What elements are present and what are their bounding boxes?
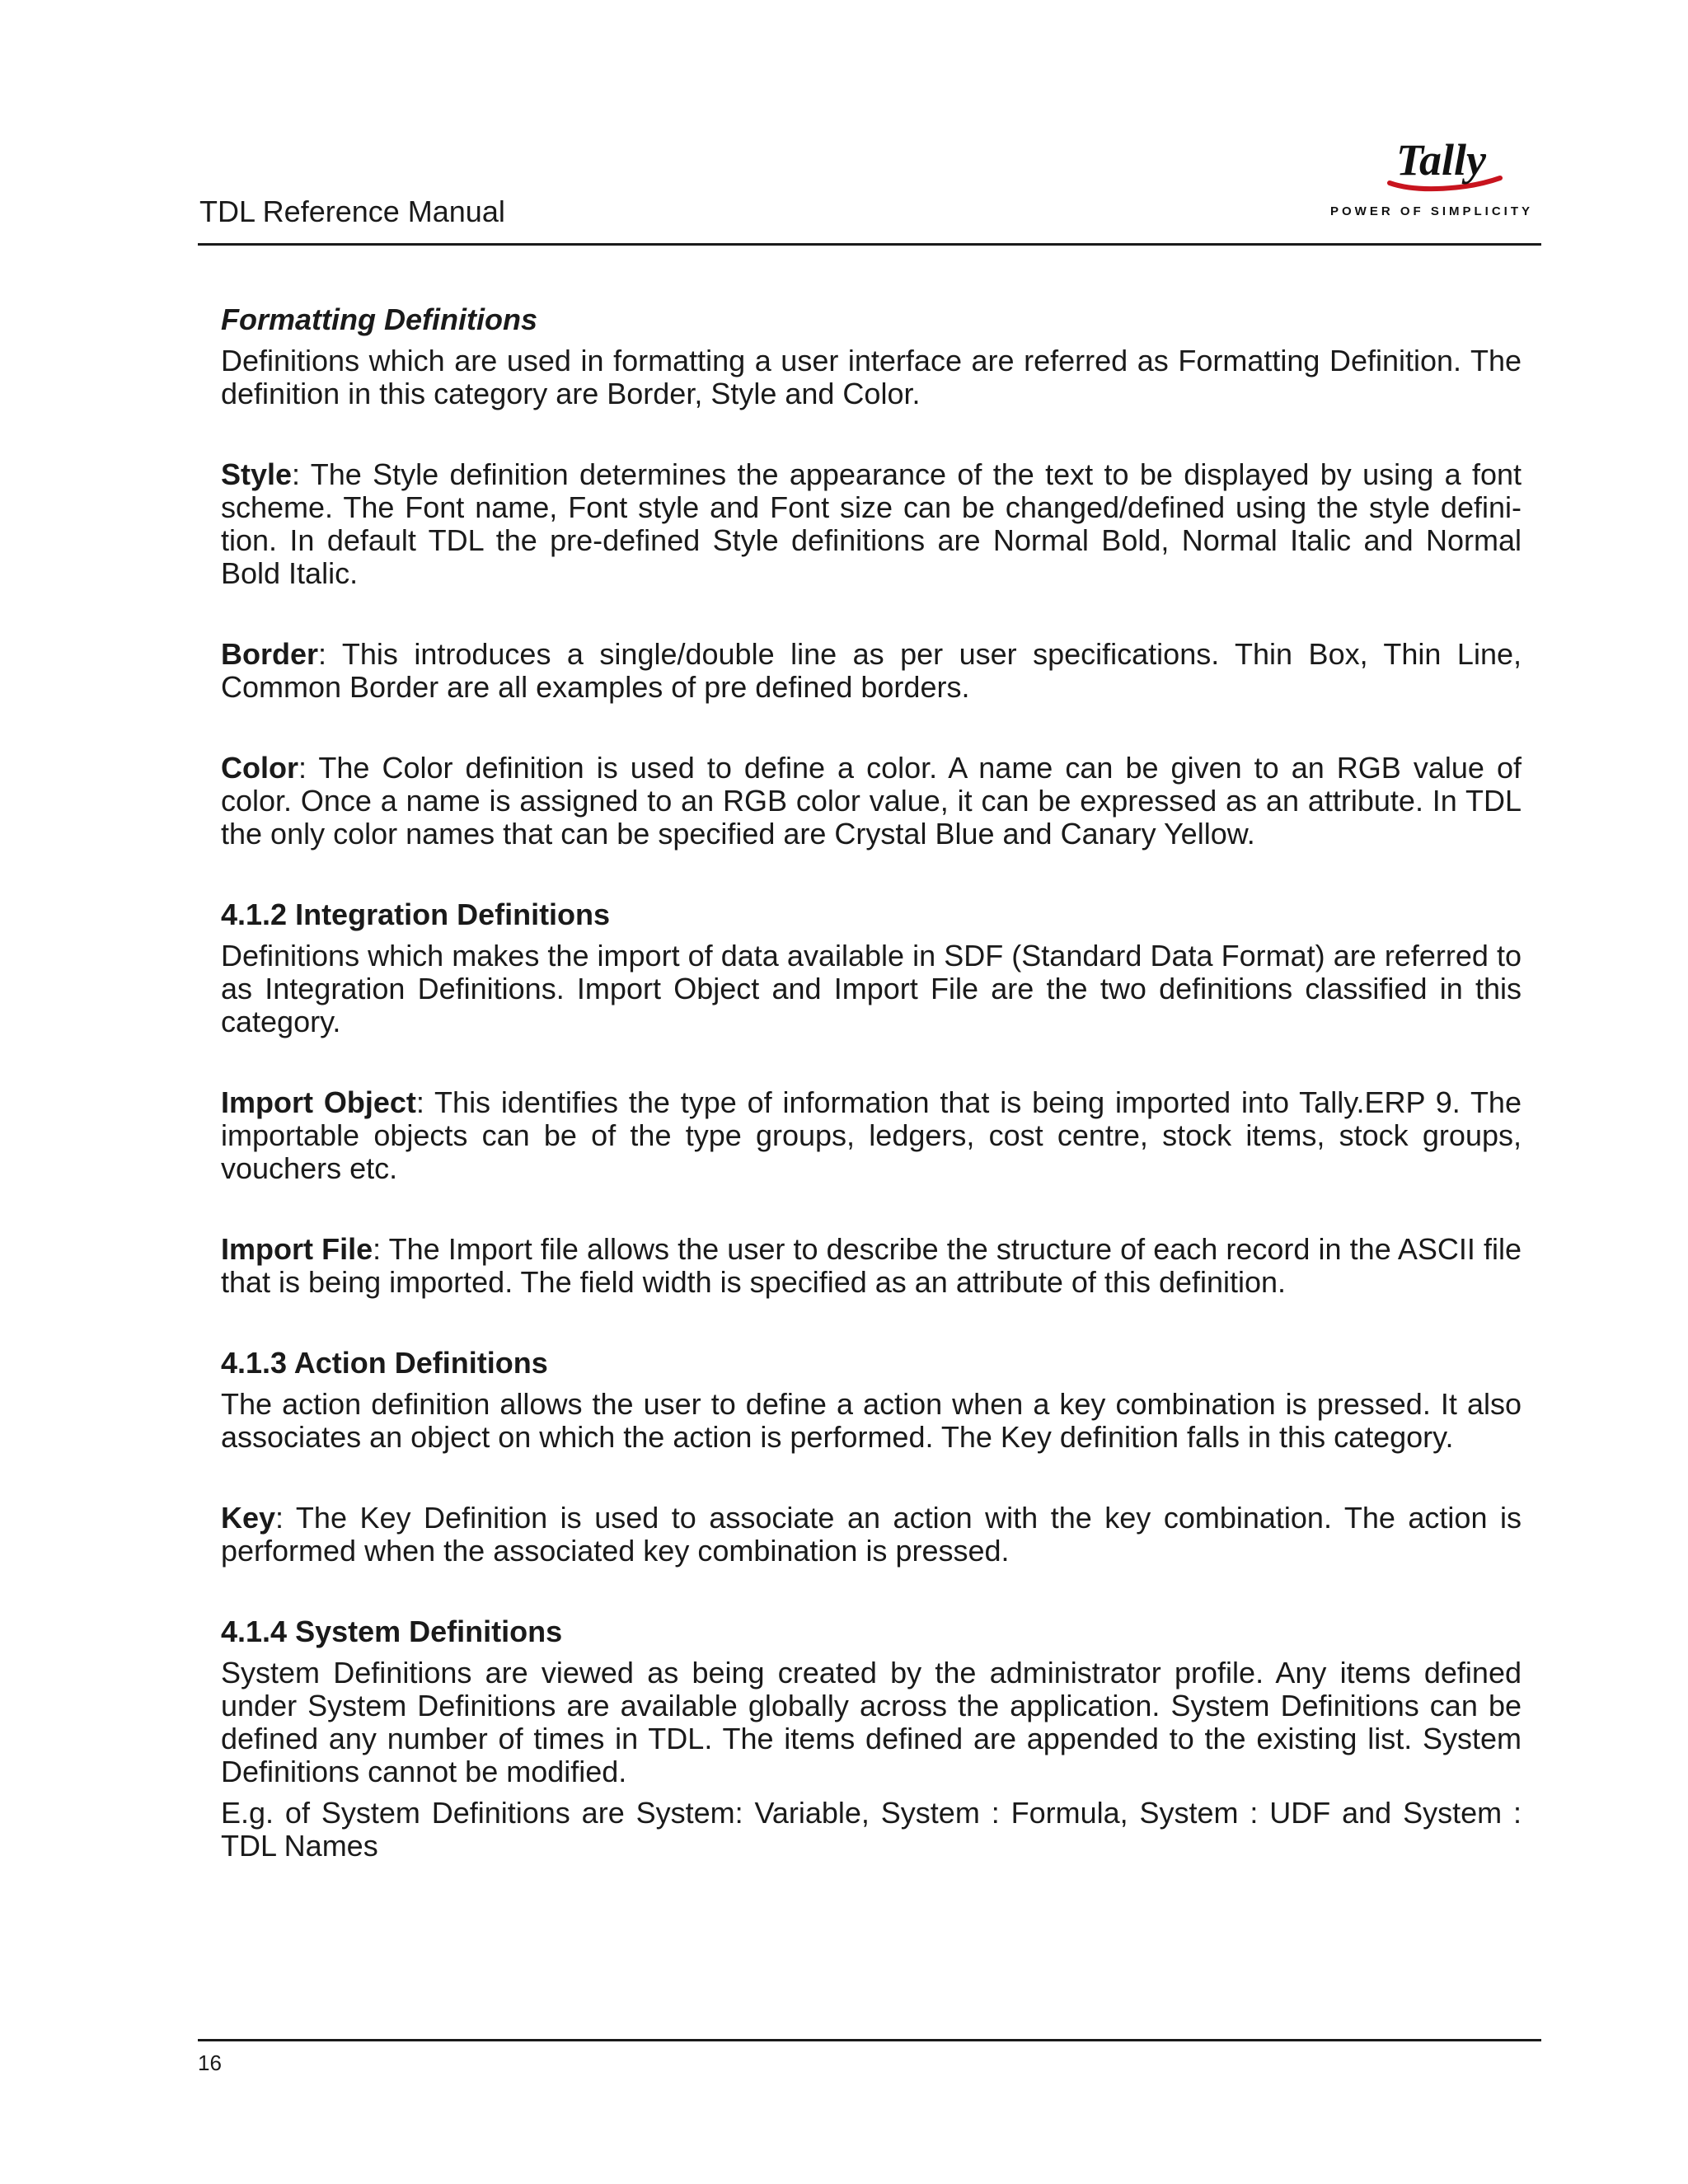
page-content [221,303,1522,1863]
color-paragraph [221,752,1522,851]
logo-tagline: POWER OF SIMPLICITY [1329,204,1533,218]
import-file-text: : The Import file allows the user to describe the structure of each record in the ASCII file that is being imported. The field width is specified as an attribute of this definition. [221,1232,1522,1299]
page-number: 16 [198,2050,222,2075]
footer-divider [198,2039,1541,2041]
style-paragraph [221,458,1522,590]
action-intro: The action definition allows the user to define a action when a key combination is pressed. It also associates an object on which the action is performed. The Key definition falls in this category. [221,1387,1522,1454]
tally-logo [1329,132,1533,223]
integration-heading: 4.1.2 Integration Definitions [221,898,611,931]
import-file-paragraph [221,1233,1522,1299]
style-text: : The Style definition determines the appearance of the text to be displayed by using a font scheme. The Font name, Font style and Font size can be changed/defined using the style defini- tion. In default TDL the pre-defined Style definitions are Normal Bold, Normal Italic and Normal Bold Italic. [221,457,1522,590]
formatting-heading: Formatting Definitions [221,302,537,336]
style-term: Style [221,457,293,491]
import-file-term: Import File [221,1232,373,1266]
key-text: : The Key Definition is used to associate an action with the key combination. The action is performed when the associated key combination is pressed. [221,1501,1522,1568]
tally-logo-mark [1385,132,1508,198]
system-examples: E.g. of System Definitions are System: Variable, System : Formula, System : UDF and System : TDL Names [221,1796,1522,1863]
border-paragraph [221,638,1522,704]
header-divider [198,243,1541,246]
logo-wordmark: Tally [1396,135,1487,185]
page-header [198,132,1541,246]
system-heading: 4.1.4 System Definitions [221,1615,563,1648]
border-term: Border [221,637,319,671]
color-term: Color [221,751,298,785]
manual-title: TDL Reference Manual [199,194,505,228]
color-text: : The Color definition is used to define a color. A name can be given to an RGB value of color. Once a name is assigned to an RGB color value, it can be expressed as an attribute. In TDL the only color names that can be specified are Crystal Blue and Canary Yellow. [221,751,1522,851]
action-heading: 4.1.3 Action Definitions [221,1346,548,1380]
key-term: Key [221,1501,276,1535]
formatting-intro: Definitions which are used in formatting a user interface are referred as Formatting Definition. The definition in this category are Border, Style and Color. [221,344,1522,410]
integration-intro: Definitions which makes the import of data available in SDF (Standard Data Format) are referred to as Integration Definitions. Import Object and Import File are the two definitions classified in this category. [221,939,1522,1038]
import-object-text: : This identifies the type of information that is being imported into Tally.ERP 9. The importable objects can be of the type groups, ledgers, cost centre, stock items, stock groups, vouchers etc. [221,1085,1522,1185]
key-paragraph [221,1502,1522,1568]
border-text: : This introduces a single/double line as per user specifications. Thin Box, Thin Line, Common Border are all examples of pre defined borders. [221,637,1522,704]
import-object-term: Import Object [221,1085,416,1119]
system-intro: System Definitions are viewed as being created by the administrator profile. Any items defined under System Definitions are available globally across the application. System Definitions can be defined any number of times in TDL. The items defined are appended to the existing list. System Definitions cannot be modified. [221,1656,1522,1788]
import-object-paragraph [221,1086,1522,1185]
